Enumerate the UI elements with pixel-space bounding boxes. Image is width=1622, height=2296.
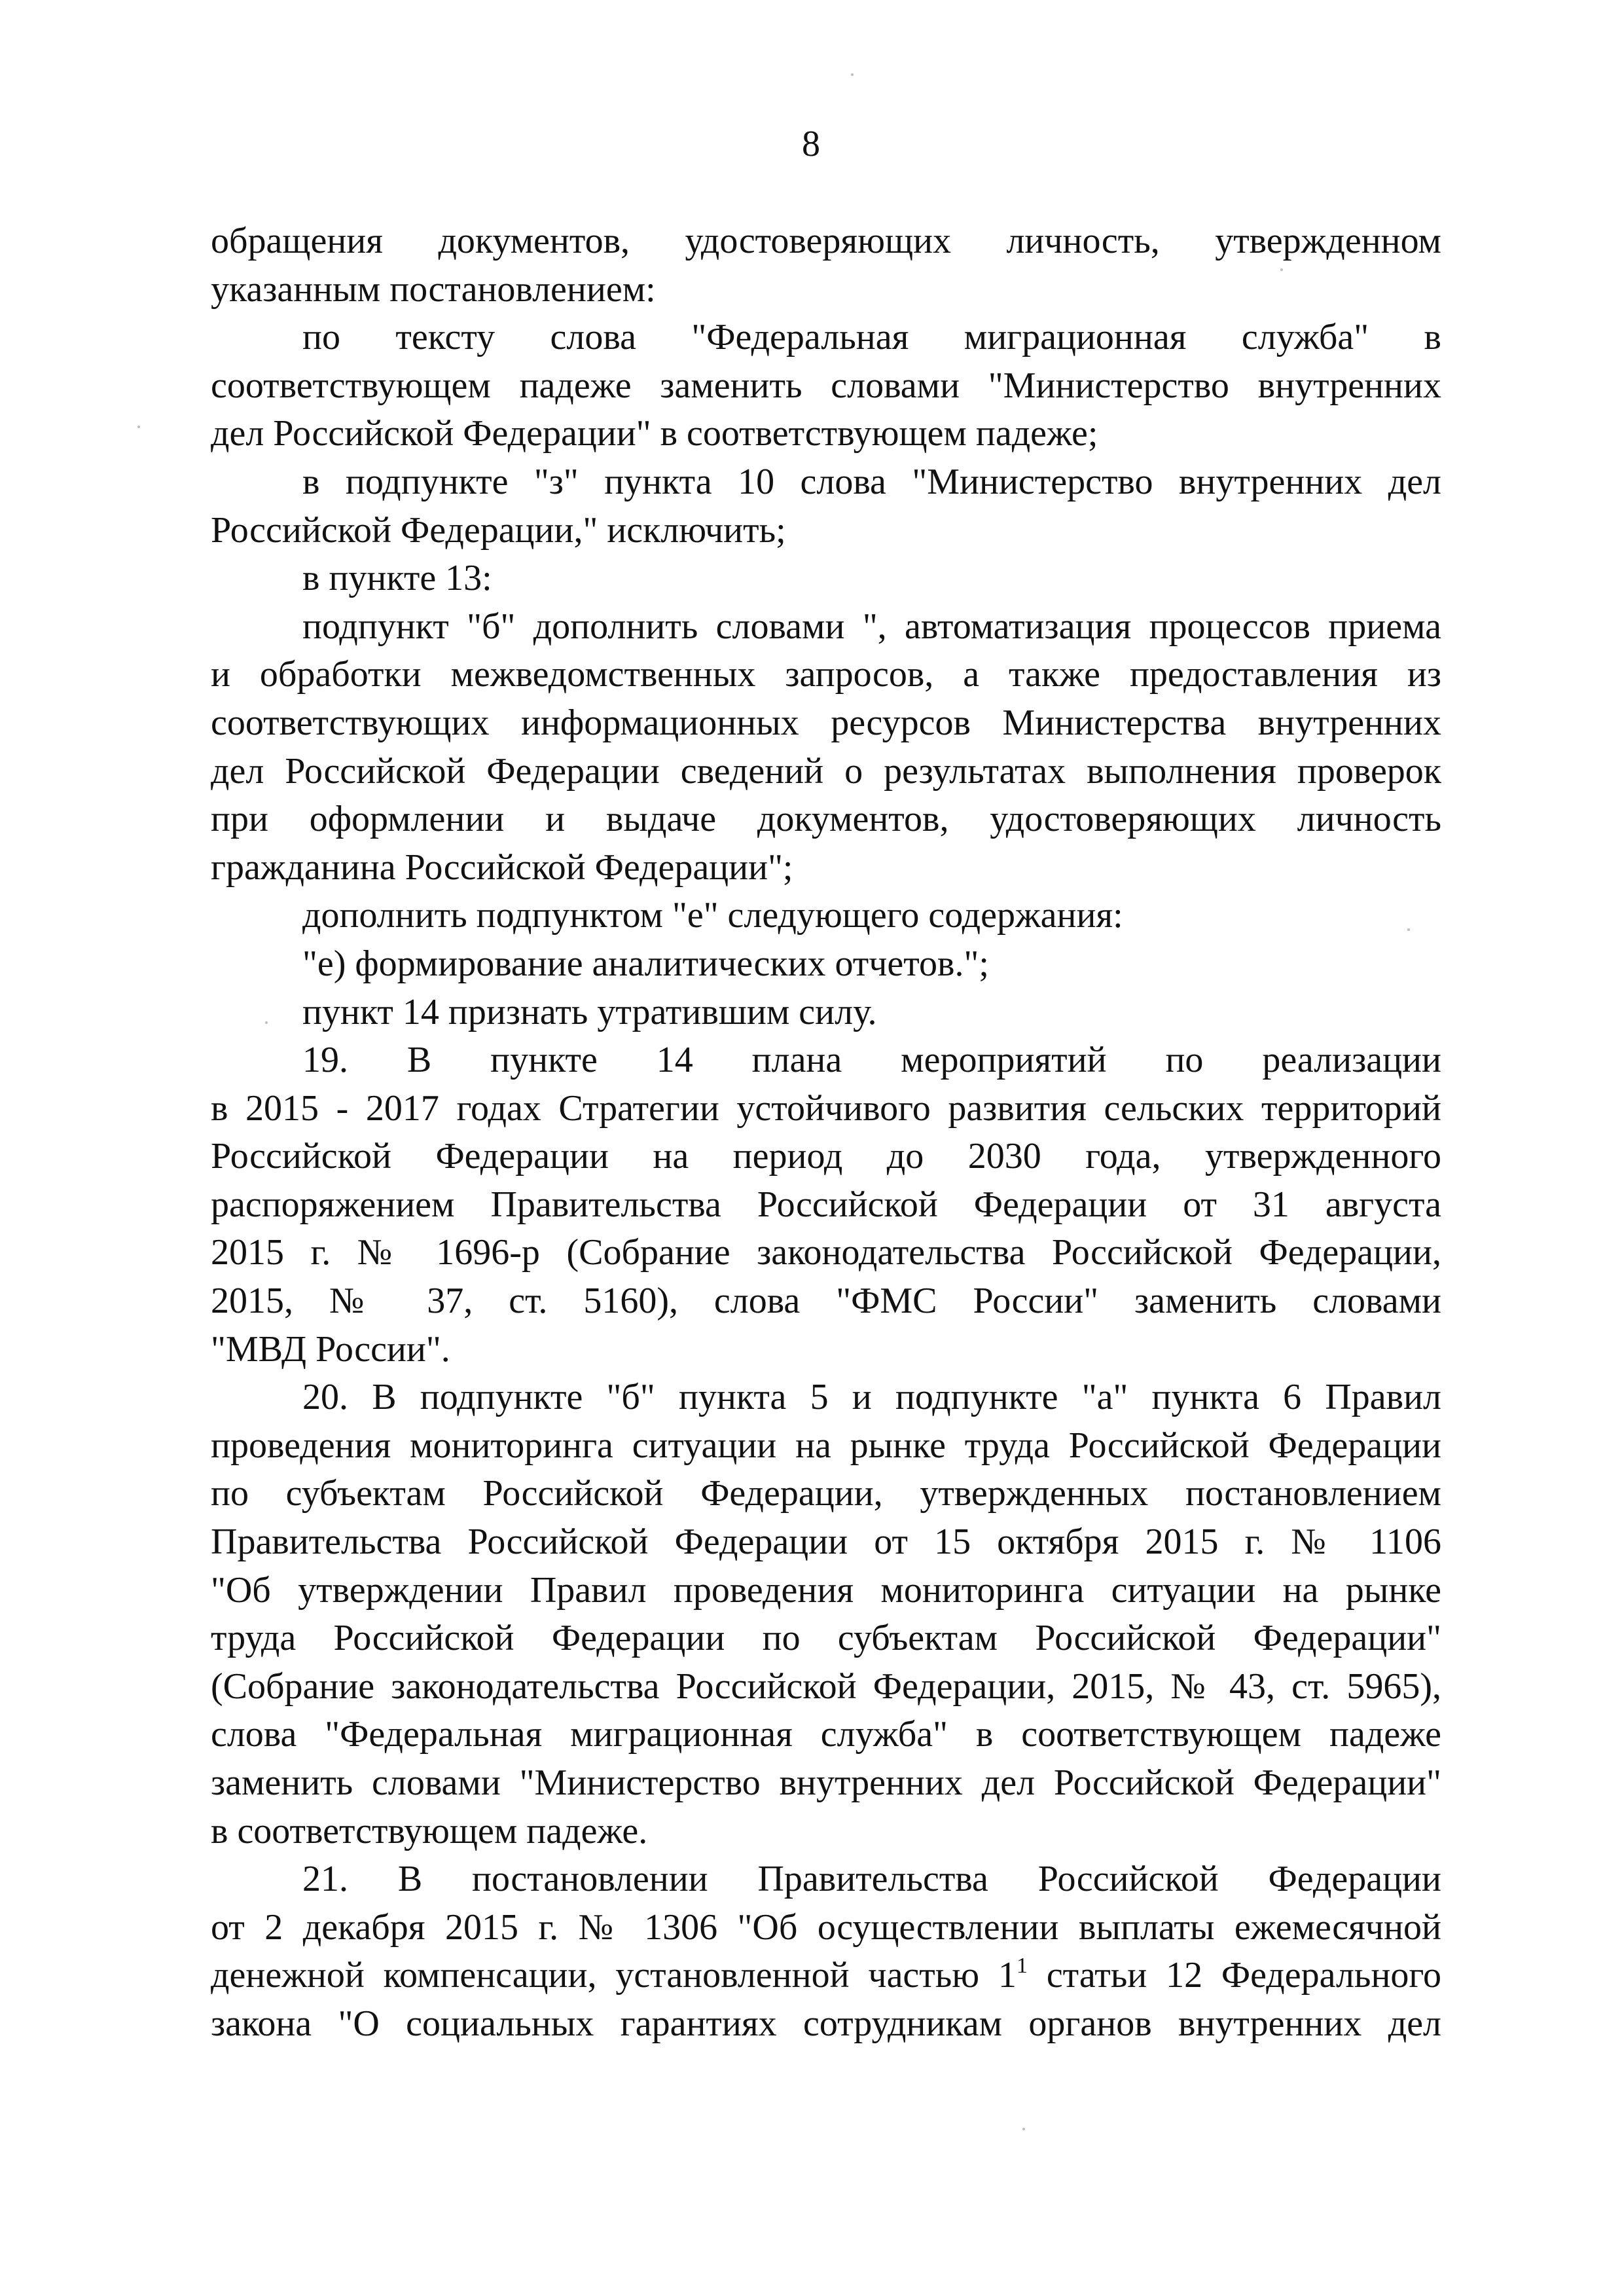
text-line: от 2 декабря 2015 г. № 1306 "Об осуществлении выплаты ежемесячной — [211, 1906, 1441, 1948]
text-line: Правительства Российской Федерации от 15 октября 2015 г. № 1106 — [211, 1522, 1441, 1563]
text-line: труда Российской Федерации по субъектам Российской Федерации" — [211, 1618, 1441, 1659]
text-line: 21. В постановлении Правительства Российской Федерации — [302, 1859, 1441, 1900]
text-line: Российской Федерации на период до 2030 года, утвержденного — [211, 1136, 1441, 1177]
text-line: Российской Федерации," исключить; — [211, 509, 786, 551]
text-fragment: статьи 12 Федерального — [1027, 1955, 1441, 1996]
text-line: соответствующем падеже заменить словами "Министерство внутренних — [211, 365, 1441, 406]
text-line: распоряжением Правительства Российской Федерации от 31 августа — [211, 1184, 1441, 1225]
text-line: (Собрание законодательства Российской Федерации, 2015, № 43, ст. 5965), — [211, 1666, 1441, 1707]
text-line: дел Российской Федерации" в соответствующем падеже; — [211, 413, 1098, 454]
text-line: 20. В подпункте "б" пункта 5 и подпункте "а" пункта 6 Правил — [302, 1377, 1441, 1418]
text-line: "Об утверждении Правил проведения мониторинга ситуации на рынке — [211, 1569, 1441, 1611]
document-body — [211, 217, 1441, 2049]
text-line: в подпункте "з" пункта 10 слова "Министерство внутренних дел — [302, 461, 1441, 502]
text-line: в соответствующем падеже. — [211, 1810, 648, 1851]
text-line: закона "О социальных гарантиях сотрудникам органов внутренних дел — [211, 2003, 1441, 2044]
text-line: по субъектам Российской Федерации, утвержденных постановлением — [211, 1473, 1441, 1514]
text-line: заменить словами "Министерство внутренних дел Российской Федерации" — [211, 1762, 1441, 1803]
scan-speck — [137, 426, 140, 428]
text-line: "МВД России". — [211, 1328, 450, 1370]
text-fragment: денежной компенсации, установленной частью 1 — [211, 1955, 1017, 1996]
scan-speck — [265, 1021, 268, 1024]
scan-speck — [1280, 268, 1283, 271]
text-line: "е) формирование аналитических отчетов."; — [302, 943, 989, 984]
text-line: слова "Федеральная миграционная служба" в соответствующем падеже — [211, 1714, 1441, 1755]
text-line: проведения мониторинга ситуации на рынке труда Российской Федерации — [211, 1425, 1441, 1466]
text-line: при оформлении и выдаче документов, удостоверяющих личность — [211, 799, 1441, 840]
text-line: указанным постановлением: — [211, 268, 656, 310]
text-line: гражданина Российской Федерации"; — [211, 847, 793, 888]
text-line: подпункт "б" дополнить словами ", автоматизация процессов приема — [302, 606, 1441, 647]
text-line: обращения документов, удостоверяющих личность, утвержденном — [211, 221, 1441, 261]
text-line: 2015, № 37, ст. 5160), слова "ФМС России" заменить словами — [211, 1281, 1441, 1322]
scan-speck — [1022, 2128, 1025, 2130]
text-line: пункт 14 признать утратившим силу. — [302, 991, 877, 1032]
text-line: 2015 г. № 1696-р (Собрание законодательства Российской Федерации, — [211, 1232, 1441, 1273]
text-line: и обработки межведомственных запросов, а также предоставления из — [211, 654, 1441, 695]
text-line — [211, 1952, 1441, 2000]
text-line: 19. В пункте 14 плана мероприятий по реализации — [302, 1040, 1441, 1081]
text-line: в 2015 - 2017 годах Стратегии устойчивого развития сельских территорий — [211, 1087, 1441, 1129]
page-number: 8 — [802, 124, 820, 164]
scan-speck — [1407, 928, 1410, 931]
text-line: дел Российской Федерации сведений о результатах выполнения проверок — [211, 750, 1441, 792]
text-line: по тексту слова "Федеральная миграционная служба" в — [302, 317, 1441, 358]
superscript: 1 — [1016, 1954, 1028, 1978]
text-line: дополнить подпунктом "е" следующего содержания: — [302, 895, 1123, 936]
text-line: в пункте 13: — [302, 558, 492, 599]
text-line: соответствующих информационных ресурсов Министерства внутренних — [211, 702, 1441, 743]
scan-speck — [851, 73, 854, 76]
